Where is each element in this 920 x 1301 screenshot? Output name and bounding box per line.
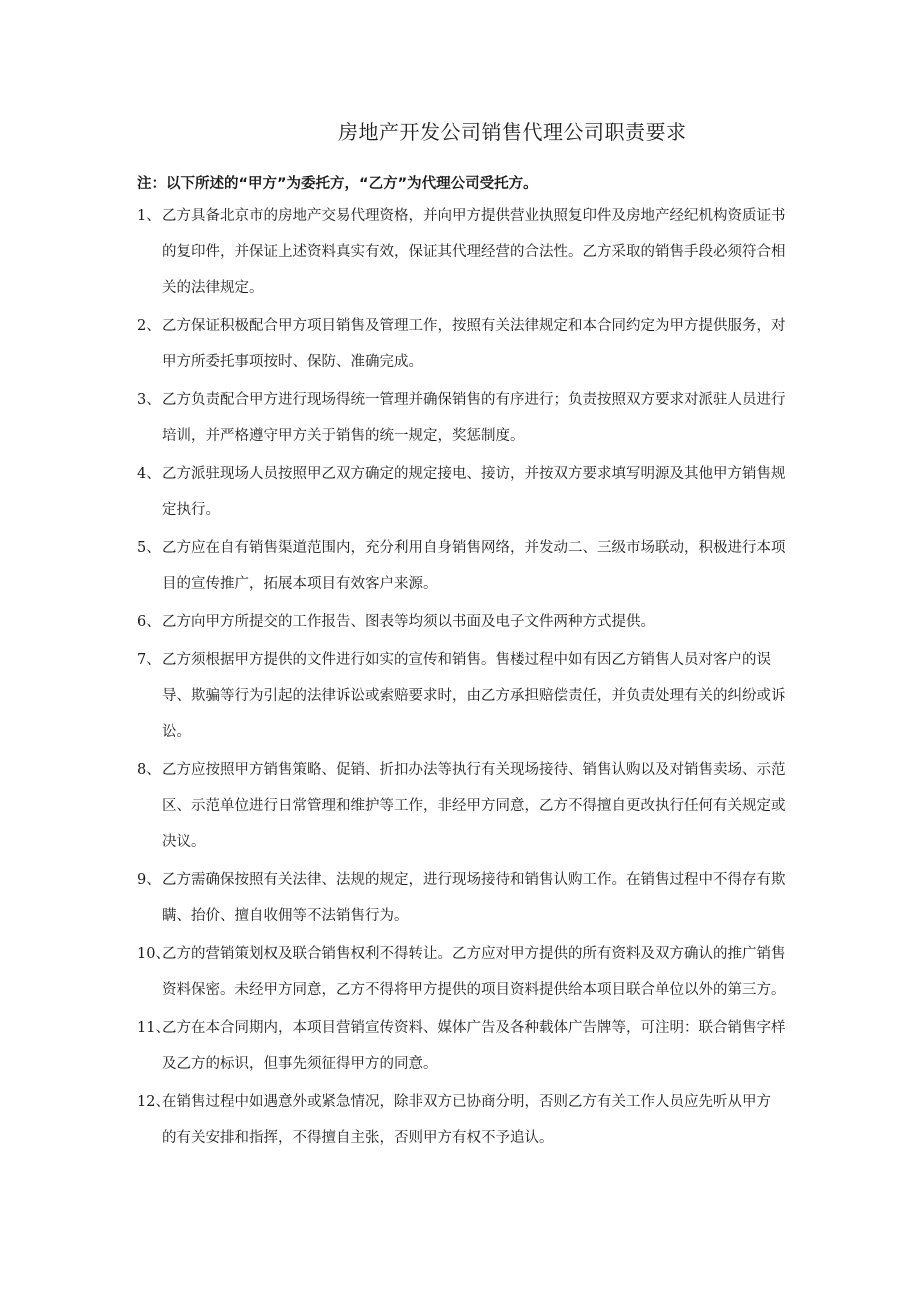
clause-number: 9、 bbox=[137, 872, 161, 888]
clause-text: 乙方的营销策划权及联合销售权利不得转让。乙方应对甲方提供的所有资料及双方确认的推广销售资料保密。未经甲方同意，乙方不得将甲方提供的项目资料提供给本项目联合单位以外的第三方。 bbox=[162, 946, 786, 998]
clause-item bbox=[137, 530, 797, 602]
clause-number: 4、 bbox=[137, 466, 161, 482]
clause-number: 12、 bbox=[137, 1094, 170, 1110]
clause-item bbox=[137, 752, 797, 860]
clause-text: 乙方在本合同期内，本项目营销宣传资料、媒体广告及各种载体广告牌等，可注明：联合销售字样及乙方的标识，但事先须征得甲方的同意。 bbox=[162, 1020, 786, 1072]
document-title: 房地产开发公司销售代理公司职责要求 bbox=[338, 120, 687, 144]
clause-number: 8、 bbox=[137, 762, 161, 778]
clause-text: 乙方应按照甲方销售策略、促销、折扣办法等执行有关现场接待、销售认购以及对销售卖场、示范区、示范单位进行日常管理和维护等工作，非经甲方同意，乙方不得擅自更改执行任何有关规定或决议。 bbox=[162, 762, 786, 850]
clause-number: 5、 bbox=[137, 540, 161, 556]
clause-item bbox=[137, 456, 797, 528]
clause-number: 11、 bbox=[137, 1020, 170, 1036]
clause-text: 乙方保证积极配合甲方项目销售及管理工作，按照有关法律规定和本合同约定为甲方提供服务，对甲方所委托事项按时、保防、准确完成。 bbox=[162, 318, 786, 370]
clause-text: 乙方负责配合甲方进行现场得统一管理并确保销售的有序进行；负责按照双方要求对派驻人员进行培训，并严格遵守甲方关于销售的统一规定，奖惩制度。 bbox=[162, 392, 786, 444]
clause-number: 7、 bbox=[137, 652, 161, 668]
clause-number: 2、 bbox=[137, 318, 161, 334]
clause-item bbox=[137, 936, 797, 1008]
clause-number: 1、 bbox=[137, 208, 161, 224]
clause-item bbox=[137, 604, 797, 640]
clause-item bbox=[137, 198, 797, 306]
clause-item bbox=[137, 642, 797, 750]
clause-number: 3、 bbox=[137, 392, 161, 408]
clause-list bbox=[137, 198, 797, 1158]
clause-item bbox=[137, 308, 797, 380]
clause-text: 乙方向甲方所提交的工作报告、图表等均须以书面及电子文件两种方式提供。 bbox=[162, 614, 655, 630]
clause-item bbox=[137, 1010, 797, 1082]
clause-text: 乙方须根据甲方提供的文件进行如实的宣传和销售。售楼过程中如有因乙方销售人员对客户的误导、欺骗等行为引起的法律诉讼或索赔要求时，由乙方承担赔偿责任，并负责处理有关的纠纷或诉讼。 bbox=[162, 652, 786, 740]
clause-item bbox=[137, 382, 797, 454]
clause-item bbox=[137, 1084, 797, 1156]
clause-text: 乙方派驻现场人员按照甲乙双方确定的规定接电、接访，并按双方要求填写明源及其他甲方销售规定执行。 bbox=[162, 466, 786, 518]
clause-text: 乙方应在自有销售渠道范围内，充分利用自身销售网络，并发动二、三级市场联动，积极进行本项目的宣传推广，拓展本项目有效客户来源。 bbox=[162, 540, 786, 592]
clause-number: 10、 bbox=[137, 946, 170, 962]
clause-item bbox=[137, 862, 797, 934]
clause-text: 在销售过程中如遇意外或紧急情况，除非双方已协商分明，否则乙方有关工作人员应先听从甲方的有关安排和指挥，不得擅自主张，否则甲方有权不予追认。 bbox=[162, 1094, 771, 1146]
clause-text: 乙方需确保按照有关法律、法规的规定，进行现场接待和销售认购工作。在销售过程中不得存有欺瞒、抬价、擅自收佣等不法销售行为。 bbox=[162, 872, 786, 924]
document-note: 注：以下所述的“甲方”为委托方，“乙方”为代理公司受托方。 bbox=[137, 176, 538, 192]
clause-number: 6、 bbox=[137, 614, 161, 630]
clause-text: 乙方具备北京市的房地产交易代理资格，并向甲方提供营业执照复印件及房地产经纪机构资质证书的复印件，并保证上述资料真实有效，保证其代理经营的合法性。乙方采取的销售手段必须符合相关的法律规定。 bbox=[162, 208, 786, 296]
